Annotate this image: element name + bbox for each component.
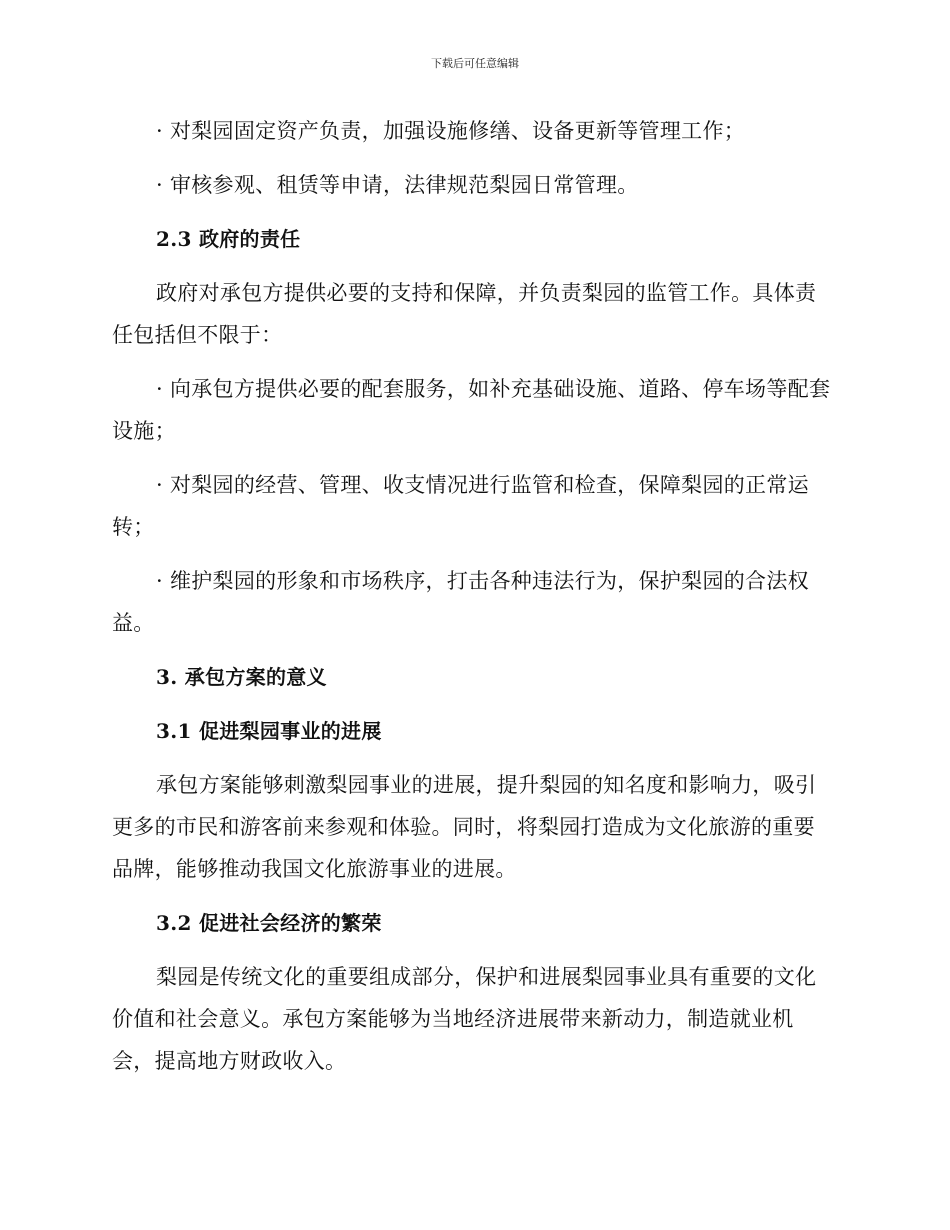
- bullet-paragraph: · 维护梨园的形象和市场秩序，打击各种违法行为，保护梨园的合法权益。: [112, 569, 809, 635]
- document-body: [112, 110, 832, 1094]
- bullet-paragraph: · 向承包方提供必要的配套服务，如补充基础设施、道路、停车场等配套设施；: [112, 377, 831, 443]
- body-paragraph: 政府对承包方提供必要的支持和保障，并负责梨园的监管工作。具体责任包括但不限于：: [112, 281, 817, 347]
- page-header: 下载后可任意编辑: [431, 57, 519, 70]
- body-paragraph: 梨园是传统文化的重要组成部分，保护和进展梨园事业具有重要的文化价值和社会意义。承包方案能够为当地经济进展带来新动力，制造就业机会，提高地方财政收入。: [112, 965, 817, 1073]
- bullet-paragraph: · 审核参观、租赁等申请，法律规范梨园日常管理。: [156, 173, 639, 197]
- section-heading: 3.2 促进社会经济的繁荣: [156, 911, 382, 935]
- body-paragraph: 承包方案能够刺激梨园事业的进展，提升梨园的知名度和影响力，吸引更多的市民和游客前来参观和体验。同时，将梨园打造成为文化旅游的重要品牌，能够推动我国文化旅游事业的进展。: [112, 773, 817, 881]
- section-heading: 3. 承包方案的意义: [156, 665, 327, 689]
- bullet-paragraph: · 对梨园固定资产负责，加强设施修缮、设备更新等管理工作；: [156, 119, 746, 143]
- bullet-paragraph: · 对梨园的经营、管理、收支情况进行监管和检查，保障梨园的正常运转；: [112, 473, 809, 539]
- section-heading: 2.3 政府的责任: [156, 227, 301, 251]
- section-heading: 3.1 促进梨园事业的进展: [156, 719, 382, 743]
